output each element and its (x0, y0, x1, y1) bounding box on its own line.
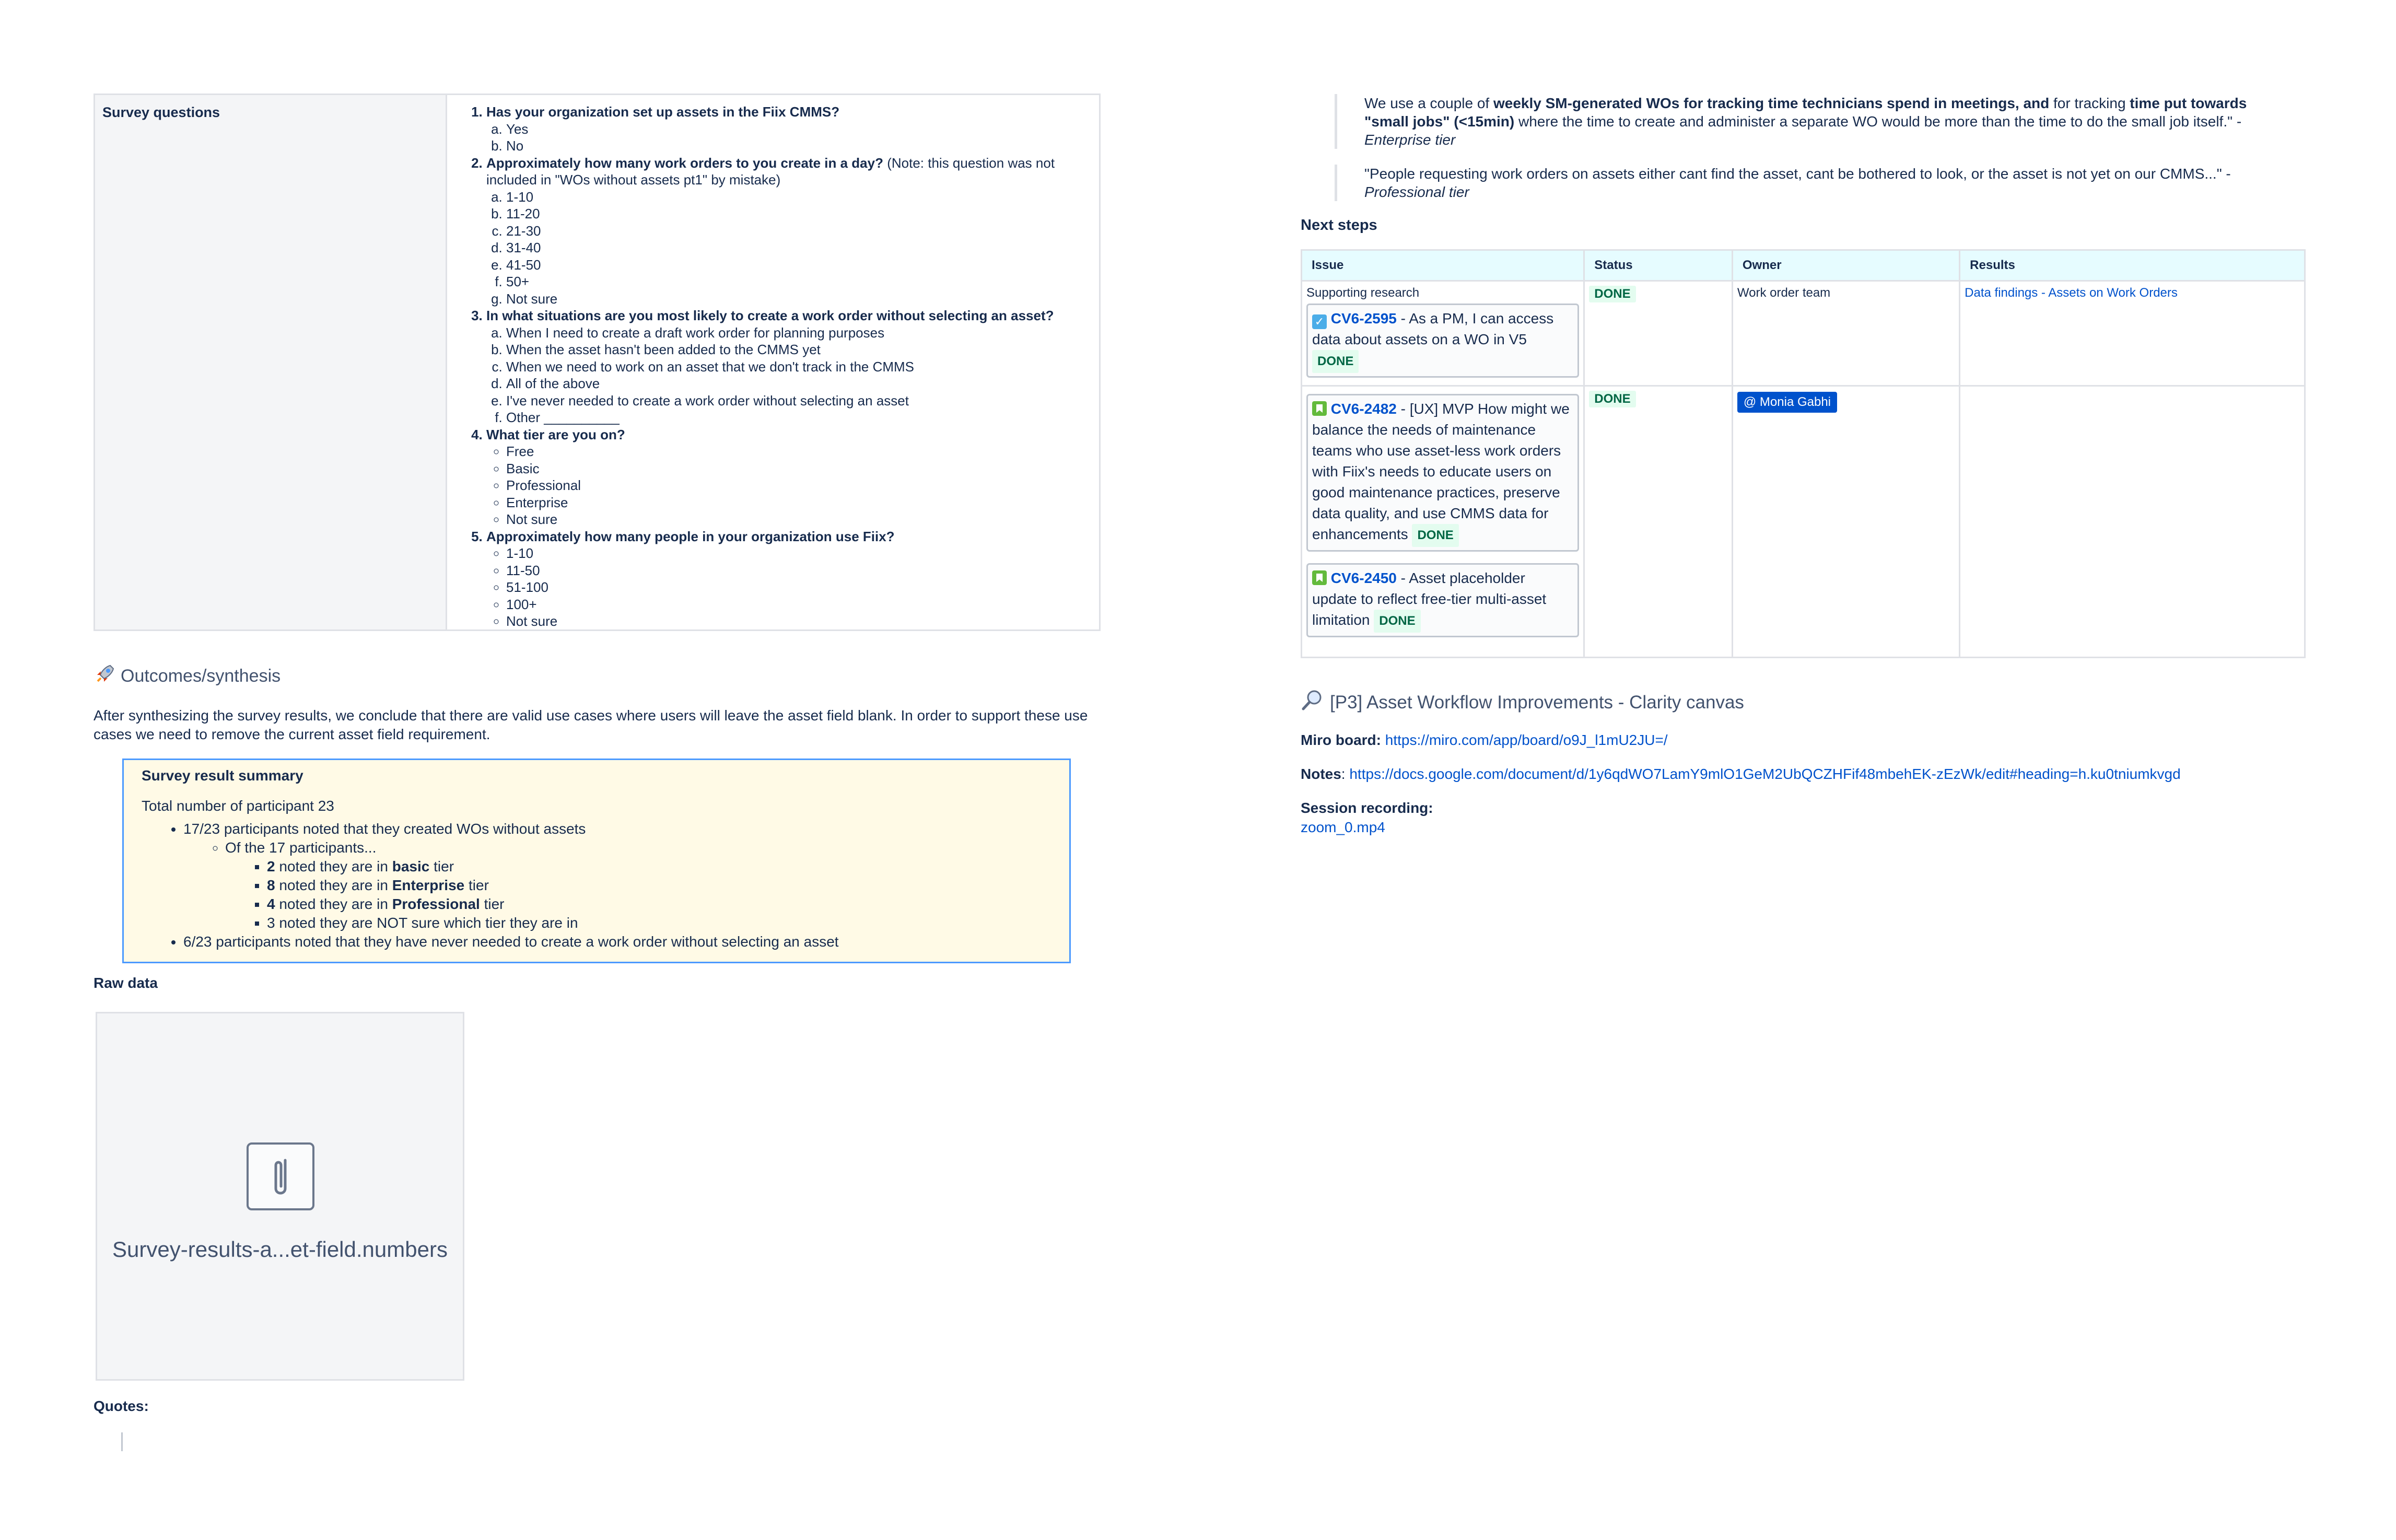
quote-text: for tracking (2049, 95, 2130, 111)
table-row (1302, 281, 2305, 386)
story-icon (1312, 570, 1327, 585)
list-item (267, 914, 1051, 932)
answer-option: b. When the asset hasn't been added to the CMMS yet (506, 341, 1083, 358)
answer-options (486, 121, 1083, 155)
outcomes-title: Outcomes/synthesis (121, 666, 281, 686)
issue-group-label: Supporting research (1306, 286, 1420, 300)
jira-issue-card[interactable] (1306, 563, 1579, 637)
answer-option: f. 50+ (506, 273, 1083, 290)
notes-line (1301, 766, 2181, 783)
tier-name: Enterprise (392, 877, 465, 893)
quote-text: "People requesting work orders on assets either cant find the asset, cant be bothered to look, or the asset is not yet on our CMMS..." - (1364, 166, 2231, 182)
answer-option: ◦ 11-50 (506, 562, 1083, 579)
quote-emphasis: time put towards "small jobs" (<15min) (1364, 95, 2247, 130)
column-header: Results (1960, 250, 2305, 281)
list-item (267, 895, 1051, 914)
question-note: (Note: this question was not included in "WOs without assets pt1" by mistake) (486, 155, 1055, 188)
answer-option: a. Yes (506, 121, 1083, 138)
issue-key-link[interactable]: CV6-2450 (1330, 570, 1397, 586)
answer-option: ◦ 1-10 (506, 545, 1083, 562)
survey-question (486, 426, 1083, 528)
notes-link[interactable]: https://docs.google.com/document/d/1y6qdWO7LamY9mlO1GeM2UbQCZHFif48mbehEK-zEzWk/edit#heading=h.ku0tniumkvgd (1349, 766, 2181, 782)
answer-option: e. I've never needed to create a work order without selecting an asset (506, 392, 1083, 410)
status-badge: DONE (1374, 610, 1420, 633)
task-checkbox-icon: ✓ (1312, 314, 1327, 329)
status-cell (1584, 281, 1733, 386)
notes-label: Notes (1301, 766, 1341, 782)
empty-quote (121, 1432, 123, 1451)
tier-count: 2 (267, 858, 275, 874)
survey-question (486, 155, 1083, 308)
question-text: Approximately how many work orders to you create in a day? (486, 155, 883, 171)
attachment-filename[interactable]: Survey-results-a...et-field.numbers (112, 1237, 448, 1262)
quotes-heading: Quotes: (93, 1398, 149, 1414)
quote-professional (1335, 165, 2259, 201)
issue-cell (1302, 281, 1584, 386)
survey-question (486, 307, 1083, 426)
jira-issue-card[interactable] (1306, 394, 1579, 552)
attachment-card[interactable] (96, 1012, 464, 1381)
user-mention[interactable]: @ Monia Gabhi (1737, 392, 1837, 413)
survey-summary-panel (122, 759, 1071, 963)
results-link[interactable]: Data findings - Assets on Work Orders (1965, 286, 2178, 300)
summary-bullet-text: 17/23 participants noted that they created WOs without assets (183, 821, 586, 837)
answer-option: ◦ 51-100 (506, 579, 1083, 596)
answer-options (486, 189, 1083, 308)
outcomes-paragraph: After synthesizing the survey results, we conclude that there are valid use cases where users will leave the asset field blank. In order to support these use cases we need to remove the current asset field requirement. (93, 707, 1088, 742)
issue-summary: - [UX] MVP How might we balance the needs of maintenance teams who use asset-less work orders with Fiix's needs to educate users on good maintenance practices, preserve data quality, and use CMMS data for enhancements (1312, 401, 1570, 542)
tier-name: basic (392, 858, 430, 874)
issue-key-link[interactable]: CV6-2482 (1330, 401, 1397, 417)
quote-emphasis: weekly SM-generated WOs for tracking time technicians spend in meetings, and (1493, 95, 2050, 111)
list-item (267, 876, 1051, 895)
tier-name: Professional (392, 896, 480, 912)
next-steps-table (1301, 249, 2306, 658)
table-row (1302, 386, 2305, 658)
tier-text: 3 noted they are NOT sure which tier they are in (267, 915, 578, 931)
column-header: Status (1584, 250, 1733, 281)
tier-count: 8 (267, 877, 275, 893)
miro-board-line (1301, 732, 1668, 749)
survey-questions-label: Survey questions (95, 95, 447, 629)
answer-option: b. 11-20 (506, 205, 1083, 223)
tier-count: 4 (267, 896, 275, 912)
results-cell (1960, 281, 2305, 386)
survey-question (486, 103, 1083, 155)
story-icon (1312, 401, 1327, 416)
status-badge: DONE (1412, 524, 1458, 547)
issue-summary: - Asset placeholder update to reflect free-tier multi-asset limitation (1312, 570, 1547, 628)
summary-total: Total number of participant 23 (142, 798, 334, 814)
summary-bullet-text: Of the 17 participants... (225, 839, 377, 856)
next-steps-heading: Next steps (1301, 217, 1377, 234)
raw-data-heading: Raw data (93, 975, 158, 991)
survey-questions-table (93, 94, 1101, 631)
tier-text: tier (464, 877, 489, 893)
results-cell (1960, 386, 2305, 658)
survey-questions-cell (447, 95, 1099, 629)
answer-option: a. When I need to create a draft work order for planning purposes (506, 324, 1083, 342)
answer-option: d. All of the above (506, 375, 1083, 392)
quote-text: where the time to create and administer a separate WO would be more than the time to do the small job itself." - (1514, 113, 2242, 130)
outcomes-heading (95, 663, 280, 689)
answer-option: c. 21-30 (506, 223, 1083, 240)
answer-option: ◦ Free (506, 443, 1083, 460)
issue-summary: - As a PM, I can access data about assets on a WO in V5 (1312, 310, 1554, 347)
question-list (463, 103, 1083, 630)
answer-option: ◦ Not sure (506, 613, 1083, 630)
issue-cell (1302, 386, 1584, 658)
column-header: Owner (1732, 250, 1959, 281)
status-badge: DONE (1589, 286, 1635, 302)
owner-cell (1732, 386, 1959, 658)
question-text: In what situations are you most likely to create a work order without selecting an asset? (486, 308, 1054, 323)
quote-attribution: Enterprise tier (1364, 132, 1456, 148)
answer-option: ◦ Professional (506, 477, 1083, 494)
question-text: What tier are you on? (486, 426, 625, 442)
paperclip-icon (247, 1142, 314, 1210)
issue-key-link[interactable]: CV6-2595 (1330, 310, 1397, 326)
tier-text: noted they are in (275, 877, 392, 893)
summary-title: Survey result summary (142, 767, 303, 784)
answer-option: ◦ Enterprise (506, 494, 1083, 511)
miro-link[interactable]: https://miro.com/app/board/o9J_l1mU2JU=/ (1385, 732, 1668, 748)
question-text: Has your organization set up assets in the Fiix CMMS? (486, 104, 840, 120)
tier-text: noted they are in (275, 896, 392, 912)
answer-option: a. 1-10 (506, 189, 1083, 206)
owner-cell (1732, 281, 1959, 386)
answer-option: f. Other __________ (506, 409, 1083, 426)
answer-options (486, 443, 1083, 528)
answer-option: ◦ Not sure (506, 511, 1083, 528)
notes-separator: : (1341, 766, 1350, 782)
rocket-icon (95, 663, 115, 689)
list-item (183, 820, 1051, 932)
answer-option: c. When we need to work on an asset that we don't track in the CMMS (506, 358, 1083, 376)
answer-option: ◦ 100+ (506, 596, 1083, 613)
status-cell (1584, 386, 1733, 658)
session-recording-label: Session recording: (1301, 800, 1433, 816)
tier-text: noted they are in (275, 858, 392, 874)
answer-option: g. Not sure (506, 290, 1083, 308)
summary-bullet-text: 6/23 participants noted that they have never needed to create a work order without selecting an asset (183, 934, 839, 950)
table-header-row (1302, 250, 2305, 281)
tier-text: tier (480, 896, 505, 912)
summary-list (142, 820, 1051, 951)
quote-text: We use a couple of (1364, 95, 1493, 111)
jira-issue-card[interactable] (1306, 304, 1579, 378)
list-item (267, 857, 1051, 876)
status-badge: DONE (1589, 391, 1635, 407)
column-header: Issue (1302, 250, 1584, 281)
quote-enterprise (1335, 94, 2259, 149)
tier-text: tier (429, 858, 454, 874)
list-item (183, 932, 1051, 951)
survey-question (486, 528, 1083, 630)
answer-option: b. No (506, 137, 1083, 155)
question-text: Approximately how many people in your organization use Fiix? (486, 528, 895, 544)
answer-option: e. 41-50 (506, 256, 1083, 274)
list-item (225, 838, 1051, 932)
owner-text: Work order team (1737, 286, 1831, 300)
answer-options (486, 545, 1083, 630)
session-recording-link[interactable]: zoom_0.mp4 (1301, 819, 1385, 835)
status-badge: DONE (1312, 350, 1359, 373)
miro-label: Miro board: (1301, 732, 1381, 748)
canvas-heading (1301, 689, 1744, 716)
magnifier-icon (1301, 689, 1324, 716)
answer-options (486, 324, 1083, 426)
answer-option: ◦ Basic (506, 460, 1083, 477)
quote-attribution: Professional tier (1364, 184, 1469, 200)
canvas-title: [P3] Asset Workflow Improvements - Clarity canvas (1330, 692, 1744, 713)
answer-option: d. 31-40 (506, 239, 1083, 256)
